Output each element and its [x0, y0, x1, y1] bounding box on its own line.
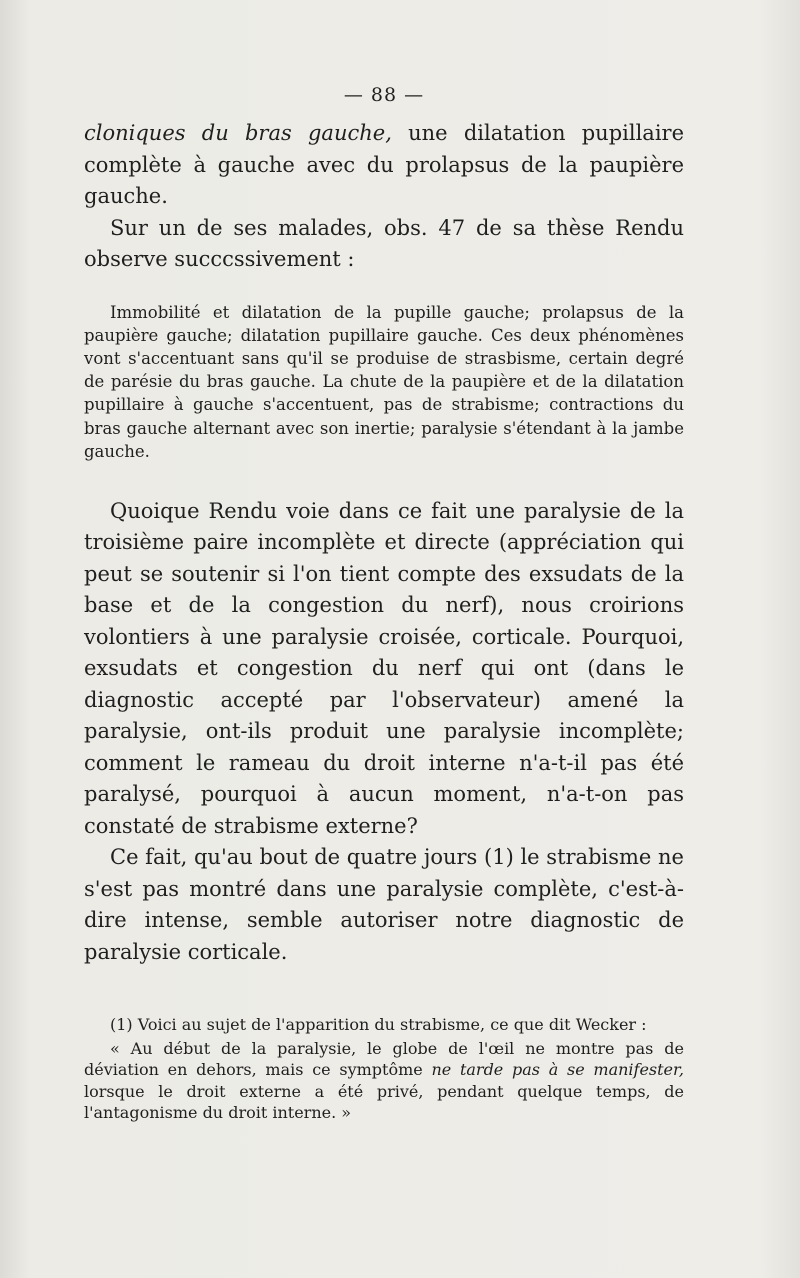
italic-phrase: cloniques du bras gauche, [84, 121, 392, 145]
footnote-1: (1) Voici au sujet de l'apparition du strabisme, ce que dit Wecker : [110, 1015, 647, 1035]
paragraph-discussion: Quoique Rendu voie dans ce fait une paralysie de la troisième paire incomplète et directe (appréciation qui peut se soutenir si l'on tient compte des exsudats de la base et de la congestion du nerf), nous croirions volontiers à une paralysie croisée, corticale. Pourquoi, exsudats et congestion du nerf qui ont (dans le diagnostic accepté par l'observateur) amené la paralysie, ont-ils produit une paralysie incomplète; comment le rameau du droit interne n'a-t-il pas été paralysé, pourquoi à aucun moment, n'a-t-on pas constaté de strabisme externe? [84, 498, 684, 838]
quoted-observation: Immobilité et dilatation de la pupille gauche; prolapsus de la paupière gauche; dilatation pupillaire gauche. Ces deux phénomènes vont s'accentuant sans qu'il se produise de strasbisme, certain degré de parésie du bras gauche. La chute de la paupière et de la dilatation pupillaire à gauche s'accentuent, pas de strabisme; contractions du bras gauche alternant avec son inertie; paralysie s'étendant à la jambe gauche. [84, 302, 684, 461]
paragraph-rendu-observation: Sur un de ses malades, obs. 47 de sa thèse Rendu observe succcssivement : [84, 215, 684, 271]
paragraph-text: une dilatation pupillaire complète à gauche avec du prolapsus de la paupière gauche. [84, 121, 684, 208]
paragraph-conclusion: Ce fait, qu'au bout de quatre jours (1) le strabisme ne s'est pas montré dans une paralysie complète, c'est-à-dire intense, semble autoriser notre diagnostic de paralysie corticale. [84, 845, 684, 964]
footnote-quote [84, 1038, 684, 1124]
footnote-quote-text: « Au début de la paralysie, le globe de l'œil ne montre pas de déviation en dehors, mais ce symptôme [84, 1038, 684, 1080]
page-content [84, 84, 684, 1124]
footnote-italic-phrase: ne tarde pas à se manifester, [431, 1060, 685, 1080]
paragraph-continuation [84, 118, 684, 213]
footnote-quote-text-end: lorsque le droit externe a été privé, pendant quelque temps, de l'antagonisme du droit interne. » [84, 1081, 684, 1123]
footnotes [84, 1014, 684, 1124]
page-number: — 88 — [343, 84, 425, 106]
